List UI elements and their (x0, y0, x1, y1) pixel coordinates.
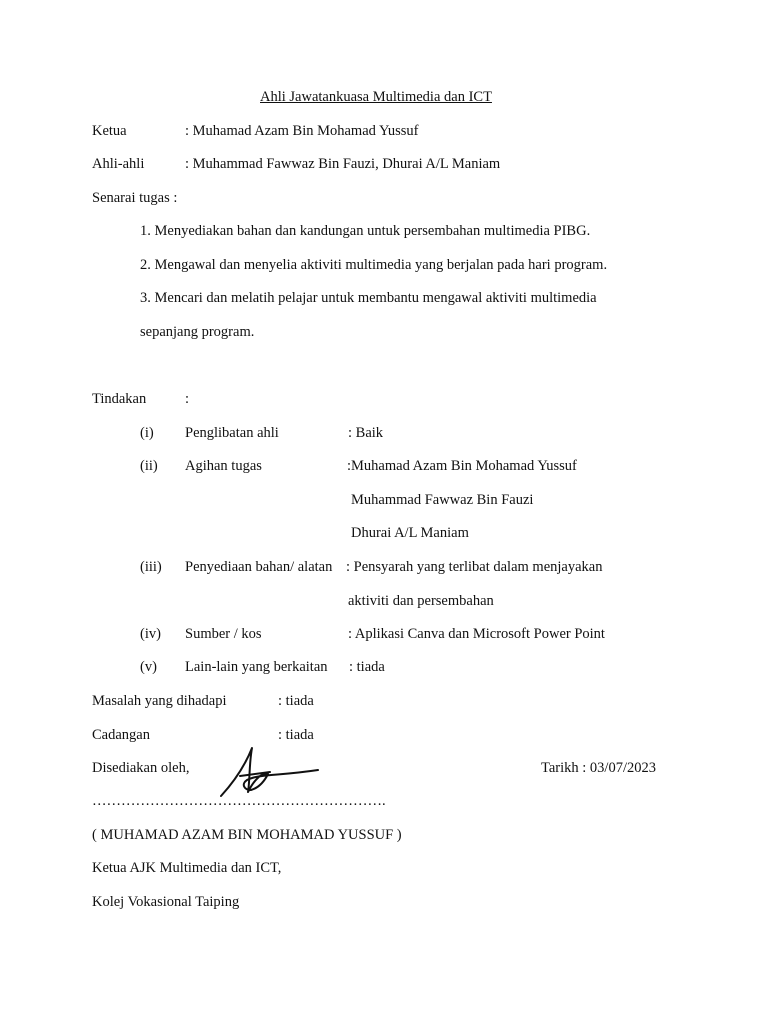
disediakan-oleh: Disediakan oleh, (92, 760, 190, 776)
cadangan-label: Cadangan (92, 727, 150, 743)
tindakan-row-value: :Muhamad Azam Bin Mohamad Yussuf (347, 458, 577, 474)
ketua-label: Ketua (92, 123, 127, 139)
tindakan-row-value: : Aplikasi Canva dan Microsoft Power Point (348, 626, 605, 642)
tindakan-row-value-continued: Muhammad Fawwaz Bin Fauzi (351, 492, 534, 508)
signatory-name: ( MUHAMAD AZAM BIN MOHAMAD YUSSUF ) (92, 827, 402, 843)
masalah-value: : tiada (278, 693, 314, 709)
tindakan-row-label: Lain-lain yang berkaitan (185, 659, 328, 675)
tindakan-row-value: : Pensyarah yang terlibat dalam menjayakan (346, 559, 603, 575)
tugas-item-1: 1. Menyediakan bahan dan kandungan untuk persembahan multimedia PIBG. (140, 223, 591, 239)
tindakan-row-label: Penyediaan bahan/ alatan (185, 559, 333, 575)
signatory-position: Ketua AJK Multimedia dan ICT, (92, 860, 282, 876)
ahli-label: Ahli-ahli (92, 156, 145, 172)
tindakan-label: Tindakan (92, 391, 147, 407)
tindakan-row-label: Agihan tugas (185, 458, 262, 474)
signature-dotted-line: ……………………………………………………. (92, 793, 386, 809)
tugas-item-2: 2. Mengawal dan menyelia aktiviti multimedia yang berjalan pada hari program. (140, 257, 608, 273)
tugas-item-3-continued: sepanjang program. (140, 324, 255, 340)
tindakan-row-label: Sumber / kos (185, 626, 262, 642)
tindakan-row-num: (iv) (140, 626, 161, 642)
tarikh: Tarikh : 03/07/2023 (541, 760, 656, 776)
tindakan-row-num: (ii) (140, 458, 158, 474)
tindakan-row-value-continued: aktiviti dan persembahan (348, 593, 494, 609)
tindakan-row-value-continued: Dhurai A/L Maniam (351, 525, 469, 541)
cadangan-value: : tiada (278, 727, 314, 743)
ketua-value: : Muhamad Azam Bin Mohamad Yussuf (185, 123, 419, 139)
tindakan-row-num: (i) (140, 425, 154, 441)
tindakan-row-label: Penglibatan ahli (185, 425, 279, 441)
ahli-value: : Muhammad Fawwaz Bin Fauzi, Dhurai A/L Maniam (185, 156, 501, 172)
tindakan-row-value: : Baik (348, 425, 384, 441)
senarai-tugas-label: Senarai tugas : (92, 190, 178, 206)
signatory-institution: Kolej Vokasional Taiping (92, 894, 240, 910)
tindakan-row-num: (v) (140, 659, 157, 675)
masalah-label: Masalah yang dihadapi (92, 693, 227, 709)
tindakan-row-value: : tiada (349, 659, 385, 675)
tindakan-row-num: (iii) (140, 559, 162, 575)
tindakan-colon: : (185, 391, 190, 407)
document-title: Ahli Jawatankuasa Multimedia dan ICT (260, 89, 492, 105)
tugas-item-3: 3. Mencari dan melatih pelajar untuk membantu mengawal aktiviti multimedia (140, 290, 597, 306)
